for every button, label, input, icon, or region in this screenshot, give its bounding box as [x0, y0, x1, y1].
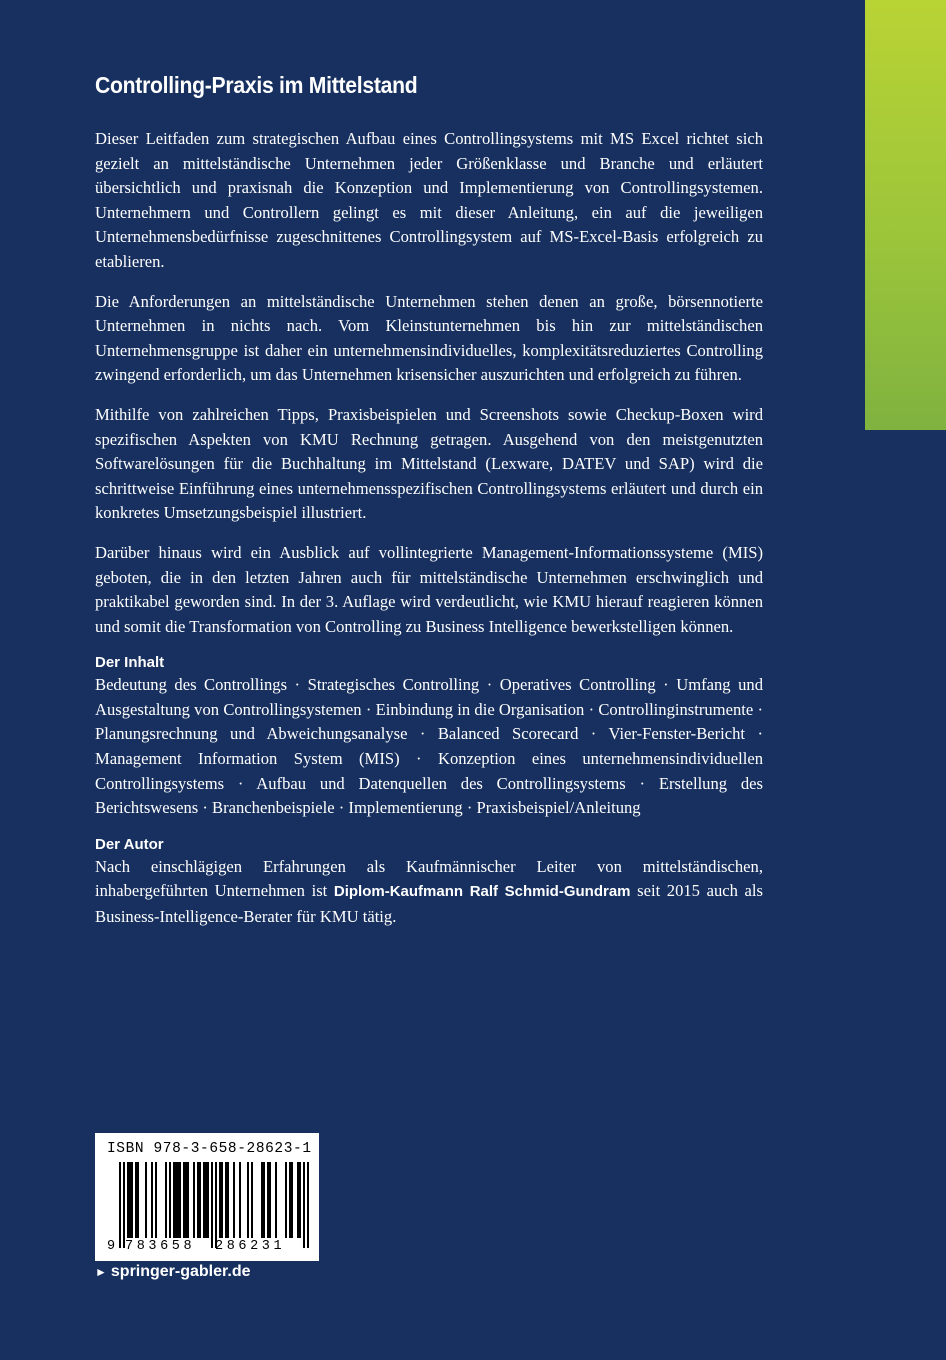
arrow-right-icon: ► [95, 1265, 107, 1279]
barcode-bar [203, 1162, 205, 1238]
barcode-bar [173, 1162, 175, 1238]
barcode-bar [247, 1162, 249, 1238]
barcode-bar [155, 1162, 157, 1238]
barcode-bar [185, 1162, 187, 1238]
barcode-bar [275, 1162, 277, 1238]
barcode-bar [267, 1162, 269, 1238]
isbn-barcode [95, 1133, 319, 1261]
ean-first-digit: 9 [107, 1239, 116, 1254]
barcode-bar [131, 1162, 133, 1238]
barcode-bar [193, 1162, 195, 1238]
barcode-bar [151, 1162, 153, 1238]
paragraph-requirements: Die Anforderungen an mittelständische Unternehmen stehen denen an große, börsennotierte Unternehmen in nichts nach. Vom Kleinstunternehmen bis hin zur mittelständischen Unternehmensgruppe ist daher ein unternehmensindividuelles, komplexitätsreduziertes Controlling zwingend erforderlich, um das Unternehmen krisensicher auszurichten und erfolgreich zu führen. [95, 291, 763, 385]
barcode-bar [179, 1162, 181, 1238]
isbn-label: ISBN 978-3-658-28623-1 [107, 1141, 312, 1157]
barcode-bar [205, 1162, 207, 1238]
barcode-bar [165, 1162, 167, 1238]
contents-heading: Der Inhalt [95, 654, 165, 672]
barcode-bar [119, 1162, 121, 1248]
paragraph-intro: Dieser Leitfaden zum strategischen Aufbau eines Controllingsystems mit MS Excel richtet sich gezielt an mittelständische Unternehmen jeder Größenklasse und Branche und erläutert übersichtlich und praxisnah die Konzeption und Implementierung von Controllingsystemen. Unternehmern und Controllern gelingt es mit dieser Anleitung, ein auf die jeweiligen Unternehmensbedürfnisse zugeschnittenes Controllingsystem auf MS-Excel-Basis erfolgreich zu etablieren. [95, 129, 763, 271]
barcode-bar [135, 1162, 137, 1238]
author-bio [95, 855, 763, 930]
barcode-bar [261, 1162, 263, 1238]
barcode-bar [183, 1162, 185, 1238]
paragraph-tips: Mithilfe von zahlreichen Tipps, Praxisbeispielen und Screenshots sowie Checkup-Boxen wird spezifischen Aspekten von KMU Rechnung getragen. Ausgehend von den meistgenutzten Softwarelösungen für die Buchhaltung im Mittelstand (Lexware, DATEV und SAP) wird die schrittweise Einführung eines unternehmensspezifischen Controllingsystems erläutert und durch ein konkretes Umsetzungsbeispiel illustriert. [95, 404, 763, 523]
barcode-bar [199, 1162, 201, 1238]
barcode-bar [211, 1162, 213, 1248]
barcode-bar [251, 1162, 253, 1238]
barcode-bar [169, 1162, 171, 1238]
barcode-bar [225, 1162, 227, 1238]
paragraph-outlook: Darüber hinaus wird ein Ausblick auf vollintegrierte Management-Informationssysteme (MIS) geboten, die in den letzten Jahren auch für mittelständische Unternehmen erschwinglich und praktikabel geworden sind. In der 3. Auflage wird verdeutlicht, wie KMU hierauf reagieren können und somit die Transformation von Controlling zu Business Intelligence bewerkstelligen können. [95, 542, 763, 636]
back-cover-text [95, 72, 763, 945]
barcode-bar [207, 1162, 209, 1238]
barcode-bar [289, 1162, 291, 1238]
barcode-bar [127, 1162, 129, 1238]
barcode-bar [307, 1162, 309, 1248]
barcode-bar [221, 1162, 223, 1238]
barcode-bar [291, 1162, 293, 1238]
barcode-bar [303, 1162, 305, 1248]
book-title: Controlling-Praxis im Mittelstand [95, 72, 418, 98]
barcode-bar [129, 1162, 131, 1238]
barcode-bar [263, 1162, 265, 1238]
barcode-bar [297, 1162, 299, 1238]
ean-left-group: 783658 [125, 1239, 196, 1254]
barcode-bar [227, 1162, 229, 1238]
barcode-bar [123, 1162, 125, 1248]
barcode-bar [285, 1162, 287, 1238]
barcode-bar [177, 1162, 179, 1238]
author-heading: Der Autor [95, 835, 164, 853]
publisher-link[interactable] [95, 1263, 250, 1281]
contents-list: Bedeutung des Controllings · Strategisches Controlling · Operatives Controlling · Umfang und Ausgestaltung von Controllingsystemen · Einbindung in die Organisation · Controllinginstrumente · Planungsrechnung und Abweichungsanalyse · Balanced Scorecard · Vier-Fenster-Bericht · Management Information System (MIS) · Konzeption eines unternehmensindividuellen Controllingsystems · Aufbau und Datenquellen des Controllingsystems · Erstellung des Berichtswesens · Branchenbeispiele · Implementierung · Praxisbeispiel/Anleitung [95, 675, 763, 818]
author-bio-text-before: Nach einschlägigen Erfahrungen als Kaufmännischer Leiter von mittelständischen, inhabergeführten Unternehmen ist [95, 856, 763, 901]
barcode-bar [233, 1162, 235, 1238]
barcode-bar [175, 1162, 177, 1238]
author-name: Diplom-Kaufmann Ralf Schmid-Gundram [333, 883, 631, 901]
ean-right-group: 286231 [215, 1239, 286, 1254]
author-bio-text-after: seit 2015 auch als Business-Intelligence-Berater für KMU tätig. [95, 881, 763, 927]
barcode-bar [197, 1162, 199, 1238]
barcode-bar [219, 1162, 221, 1238]
publisher-link-text: springer-gabler.de [110, 1263, 251, 1280]
barcode-bar [299, 1162, 301, 1238]
barcode-bar [269, 1162, 271, 1238]
barcode-bar [187, 1162, 189, 1238]
barcode-bar [239, 1162, 241, 1238]
barcode-bar [137, 1162, 139, 1238]
accent-bar [865, 0, 946, 430]
barcode-bar [215, 1162, 217, 1248]
barcode-bar [145, 1162, 147, 1238]
